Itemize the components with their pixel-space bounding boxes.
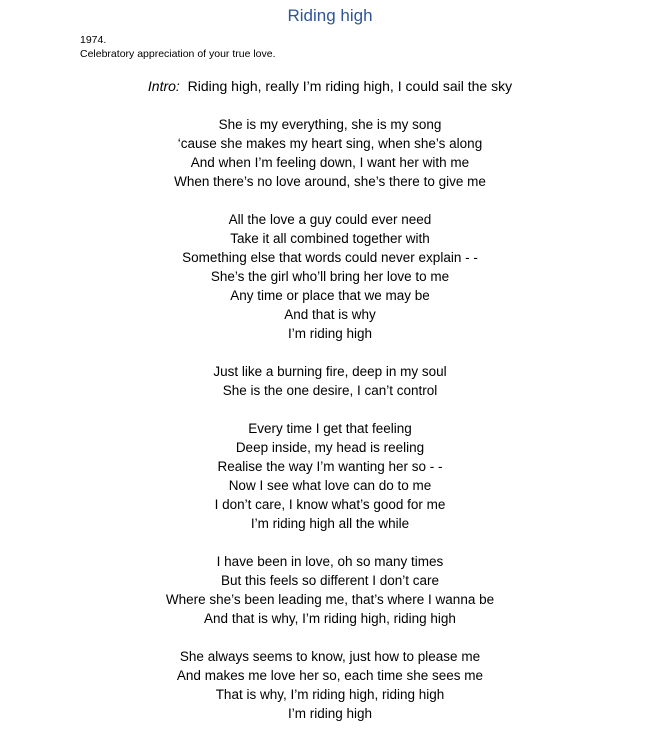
lyrics-body <box>0 115 660 723</box>
lyric-line: I’m riding high all the while <box>250 516 410 531</box>
lyric-line: And makes me love her so, each time she sees me <box>176 668 484 683</box>
lyric-line: Take it all combined together with <box>230 231 430 246</box>
stanza <box>0 647 660 723</box>
lyric-line: She is my everything, she is my song <box>218 117 442 132</box>
lyric-line: I don’t care, I know what’s good for me <box>214 497 446 512</box>
lyric-line: Every time I get that feeling <box>248 421 412 436</box>
lyric-line: And that is why, I’m riding high, riding high <box>204 611 456 626</box>
intro-text: Riding high, really I’m riding high, I could sail the sky <box>187 78 513 94</box>
lyric-line: I’m riding high <box>287 706 373 721</box>
lyric-line: Any time or place that we may be <box>230 288 430 303</box>
year-note: 1974. <box>80 34 107 46</box>
stanza <box>0 115 660 191</box>
stanza <box>0 552 660 628</box>
stanza <box>0 210 660 343</box>
lyric-line: Deep inside, my head is reeling <box>235 440 425 455</box>
lyric-line: ‘cause she makes my heart sing, when she’s along <box>177 136 483 151</box>
lyric-line: Something else that words could never explain - - <box>182 250 478 265</box>
lyric-line: Just like a burning fire, deep in my soul <box>213 364 447 379</box>
lyric-line: Now I see what love can do to me <box>228 478 432 493</box>
lyric-line: Realise the way I’m wanting her so - - <box>217 459 443 474</box>
lyric-line: She always seems to know, just how to please me <box>179 649 481 664</box>
document-title: Riding high <box>287 6 373 25</box>
stanza <box>0 419 660 533</box>
lyric-line: But this feels so different I don’t care <box>220 573 440 588</box>
lyric-line: That is why, I’m riding high, riding high <box>215 687 445 702</box>
lyric-line: And that is why <box>284 307 376 322</box>
lyric-line: And when I’m feeling down, I want her with me <box>190 155 470 170</box>
description-note: Celebratory appreciation of your true love. <box>80 48 276 60</box>
lyric-line: All the love a guy could ever need <box>228 212 432 227</box>
intro-line <box>0 77 660 96</box>
lyric-line: I have been in love, oh so many times <box>216 554 444 569</box>
lyric-line: Where she’s been leading me, that’s where I wanna be <box>165 592 495 607</box>
lyric-line: She is the one desire, I can’t control <box>222 383 438 398</box>
lyric-line: When there’s no love around, she’s there to give me <box>174 174 486 189</box>
stanza <box>0 362 660 400</box>
intro-label: Intro: <box>147 78 180 94</box>
lyric-line: She’s the girl who’ll bring her love to me <box>210 269 450 284</box>
lyric-line: I’m riding high <box>287 326 373 341</box>
